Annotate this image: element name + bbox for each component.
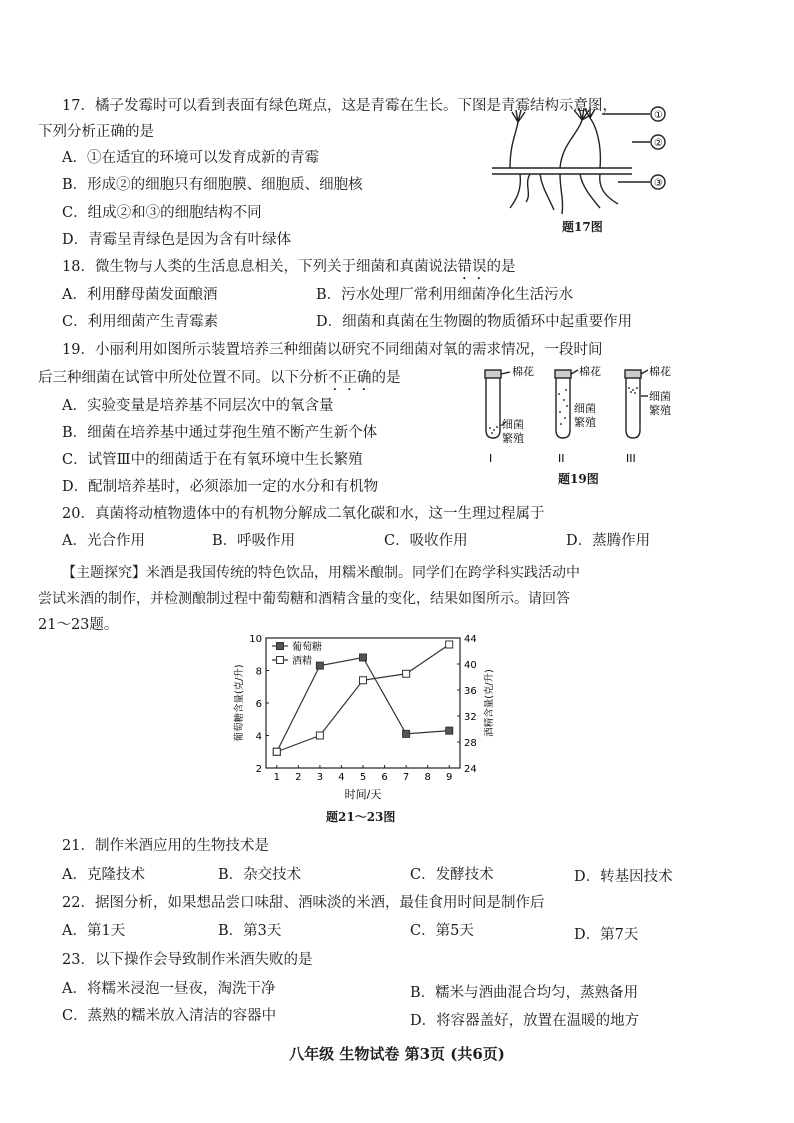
q17-stem-line1: 17．橘子发霉时可以看到表面有绿色斑点，这是青霉在生长。下图是青霉结构示意图， xyxy=(62,98,617,114)
q22-option-a: A．第1天 xyxy=(62,923,126,939)
right-tick-label: 44 xyxy=(464,634,477,645)
q18-stem-prefix: 18．微生物与人类的生活息息相关，下列关于细菌和真菌说法 xyxy=(62,259,458,275)
q20-option-b: B．呼吸作用 xyxy=(212,533,296,549)
left-tick-label: 6 xyxy=(255,699,262,710)
fig19-caption: 题19图 xyxy=(558,472,599,486)
q17-option-c: C．组成②和③的细胞结构不同 xyxy=(62,205,262,221)
left-axis-label: 葡萄糖含量(克/升) xyxy=(234,664,245,742)
right-tick-label: 36 xyxy=(464,686,477,697)
x-tick-label: 5 xyxy=(359,772,367,783)
right-tick-label: 40 xyxy=(464,660,477,671)
q19-stem-line2 xyxy=(38,368,401,394)
q19-stem-prefix: 后三种细菌在试管中所处位置不同。以下分析 xyxy=(38,370,328,386)
q21-stem: 21．制作米酒应用的生物技术是 xyxy=(62,838,269,854)
series-point-0 xyxy=(316,662,323,669)
q18-stem xyxy=(62,257,515,283)
tube1-bacteria-label2: 繁殖 xyxy=(502,432,524,445)
q18-option-a: A．利用酵母菌发面酿酒 xyxy=(62,287,218,303)
theme-line3: 21～23题。 xyxy=(38,617,119,633)
x-tick-label: 4 xyxy=(338,772,345,783)
q21-option-d: D．转基因技术 xyxy=(574,869,673,885)
tube2-bacteria-label2: 繁殖 xyxy=(574,416,596,429)
theme-line2: 尝试米酒的制作，并检测酿制过程中葡萄糖和酒精含量的变化，结果如图所示。请回答 xyxy=(38,591,570,607)
series-point-0 xyxy=(446,727,453,734)
q18-option-b: B．污水处理厂常利用细菌净化生活污水 xyxy=(316,287,574,303)
q22-option-b: B．第3天 xyxy=(218,923,282,939)
tube1-cotton-label: 棉花 xyxy=(512,366,534,378)
x-tick-label: 8 xyxy=(424,772,431,783)
series-point-0 xyxy=(360,654,367,661)
q21-option-b: B．杂交技术 xyxy=(218,867,302,883)
q22-option-c: C．第5天 xyxy=(410,923,474,939)
left-tick-label: 4 xyxy=(255,731,262,743)
tube2-bacteria-label1: 细菌 xyxy=(574,402,596,415)
q19-option-c: C．试管Ⅲ中的细菌适于在有氧环境中生长繁殖 xyxy=(62,452,363,468)
legend-label-1: 酒精 xyxy=(292,656,312,667)
series-point-1 xyxy=(316,732,323,739)
q18-option-d: D．细菌和真菌在生物圈的物质循环中起重要作用 xyxy=(316,314,633,330)
q23-option-a: A．将糯米浸泡一昼夜，淘洗干净 xyxy=(62,981,276,997)
right-axis-label: 酒精含量(克/升) xyxy=(484,669,495,737)
series-point-1 xyxy=(273,748,280,755)
x-tick-label: 3 xyxy=(316,772,324,783)
q18-option-c: C．利用细菌产生青霉素 xyxy=(62,314,219,330)
q19-stem-emphasis: 不正确 xyxy=(328,370,372,386)
series-point-1 xyxy=(403,670,410,677)
page-footer: 八年级 生物试卷 第3页 (共6页) xyxy=(289,1045,505,1063)
right-tick-label: 32 xyxy=(464,712,477,723)
tube3-label: III xyxy=(626,452,636,465)
q19-stem-suffix: 的是 xyxy=(371,370,401,386)
q23-option-c: C．蒸熟的糯米放入清洁的容器中 xyxy=(62,1008,277,1024)
tube3-cotton-label: 棉花 xyxy=(649,366,671,378)
left-tick-label: 8 xyxy=(255,666,262,678)
q21-option-a: A．克隆技术 xyxy=(62,867,145,883)
test-tubes-diagram xyxy=(478,366,688,472)
q19-option-b: B．细菌在培养基中通过芽孢生殖不断产生新个体 xyxy=(62,425,378,441)
label-1: ① xyxy=(654,110,663,121)
label-2: ② xyxy=(654,138,663,149)
legend-marker-0 xyxy=(277,643,284,650)
legend-marker-1 xyxy=(277,657,284,664)
q22-option-d: D．第7天 xyxy=(574,927,639,943)
q17-option-d: D．青霉呈青绿色是因为含有叶绿体 xyxy=(62,232,292,248)
fig17-caption: 题17图 xyxy=(562,220,603,234)
q21-option-c: C．发酵技术 xyxy=(410,867,494,883)
q20-stem: 20．真菌将动植物遗体中的有机物分解成二氧化碳和水，这一生理过程属于 xyxy=(62,506,545,522)
x-tick-label: 2 xyxy=(295,772,302,783)
q17-option-b: B．形成②的细胞只有细胞膜、细胞质、细胞核 xyxy=(62,177,363,193)
q19-option-d: D．配制培养基时，必须添加一定的水分和有机物 xyxy=(62,479,379,495)
left-tick-label: 10 xyxy=(249,634,262,645)
q23-stem: 23．以下操作会导致制作米酒失败的是 xyxy=(62,952,313,968)
right-tick-label: 24 xyxy=(464,764,477,775)
series-point-1 xyxy=(446,641,453,648)
tube3-bacteria-label2: 繁殖 xyxy=(649,404,671,417)
tube3-bacteria-label1: 细菌 xyxy=(649,390,671,403)
q20-option-d: D．蒸腾作用 xyxy=(566,533,651,549)
q20-option-c: C．吸收作用 xyxy=(384,533,468,549)
glucose-alcohol-chart xyxy=(230,628,500,806)
legend-label-0: 葡萄糖 xyxy=(292,642,322,653)
x-tick-label: 1 xyxy=(273,772,280,783)
series-point-1 xyxy=(360,677,367,684)
q19-stem-line1: 19．小丽利用如图所示装置培养三种细菌以研究不同细菌对氧的需求情况，一段时间 xyxy=(62,342,603,358)
q22-stem: 22．据图分析，如果想品尝口味甜、酒味淡的米酒，最佳食用时间是制作后 xyxy=(62,895,545,911)
penicillium-diagram xyxy=(490,104,680,222)
q17-stem-line2: 下列分析正确的是 xyxy=(38,124,154,140)
x-tick-label: 6 xyxy=(381,772,388,783)
q18-stem-emphasis: 错误 xyxy=(457,259,487,275)
q23-option-b: B．糯米与酒曲混合均匀，蒸熟备用 xyxy=(410,985,639,1001)
chart-caption: 题21～23图 xyxy=(326,810,396,824)
theme-line1: 【主题探究】米酒是我国传统的特色饮品，用糯米酿制。同学们在跨学科实践活动中 xyxy=(62,565,580,581)
q18-stem-suffix: 的是 xyxy=(486,259,516,275)
q19-option-a: A．实验变量是培养基不同层次中的氧含量 xyxy=(62,398,334,414)
series-line-0 xyxy=(277,658,449,752)
x-axis-label: 时间/天 xyxy=(344,788,382,801)
label-3: ③ xyxy=(654,178,663,189)
x-tick-label: 7 xyxy=(402,772,410,783)
q23-option-d: D．将容器盖好，放置在温暖的地方 xyxy=(410,1013,640,1029)
tube2-label: II xyxy=(558,452,565,465)
q17-option-a: A．①在适宜的环境可以发育成新的青霉 xyxy=(62,150,319,166)
series-point-0 xyxy=(403,730,410,737)
tube1-bacteria-label1: 细菌 xyxy=(502,418,524,431)
right-tick-label: 28 xyxy=(464,738,477,749)
q20-option-a: A．光合作用 xyxy=(62,533,145,549)
left-tick-label: 2 xyxy=(255,764,262,775)
x-tick-label: 9 xyxy=(446,772,453,783)
tube2-cotton-label: 棉花 xyxy=(579,366,601,378)
tube1-label: I xyxy=(489,452,493,465)
